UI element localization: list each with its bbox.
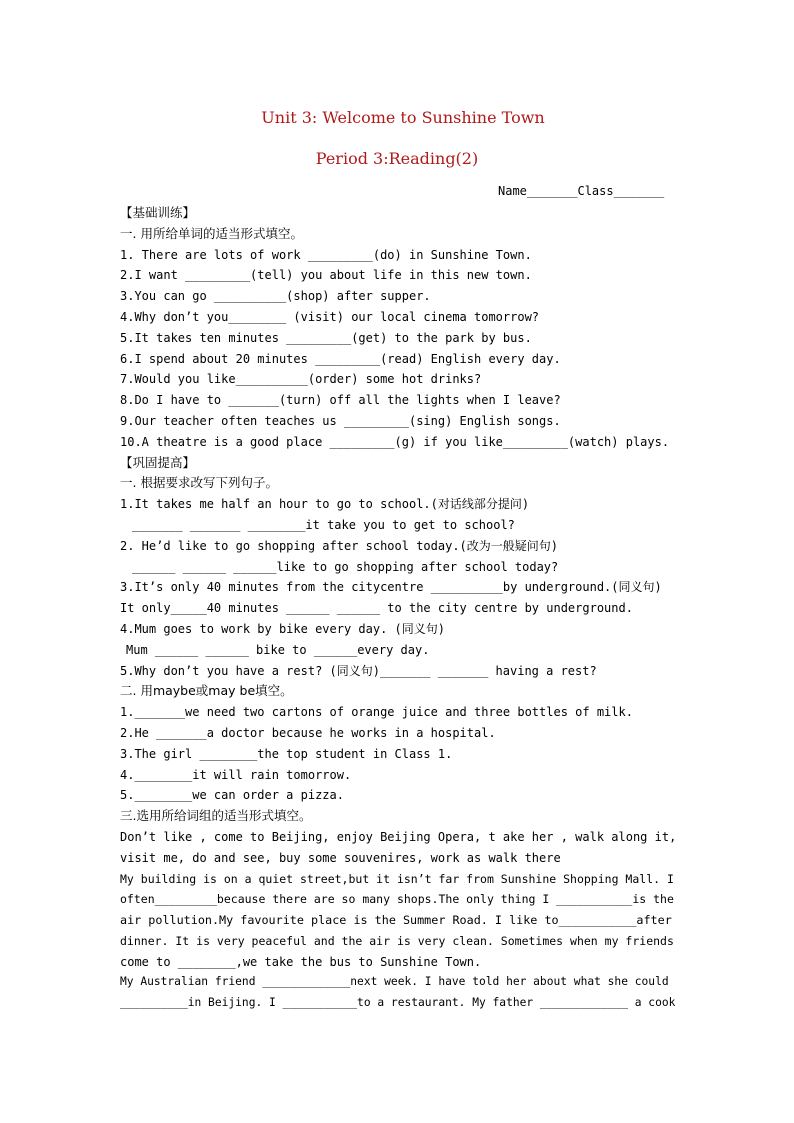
- exercise-line: 8.Do I have to _______(turn) off all the lights when I leave?: [120, 393, 561, 408]
- section-heading: 【巩固提高】: [120, 454, 196, 470]
- exercise-line: air pollution.My favourite place is the Summer Road. I like to___________after: [120, 913, 672, 928]
- exercise-line: come to ________,we take the bus to Sunshine Town.: [120, 954, 482, 969]
- exercise-line: 3.You can go __________(shop) after supper.: [120, 289, 431, 304]
- exercise-line: My Australian friend _____________next week. I have told her about what she could: [120, 975, 669, 989]
- section-heading: 【基础训练】: [120, 205, 196, 220]
- exercise-line: ______ ______ ______like to go shopping after school today?: [132, 559, 559, 574]
- exercise-line: 1.It takes me half an hour to go to school.(对话线部分提问): [120, 497, 530, 512]
- exercise-line: 2.I want _________(tell) you about life in this new town.: [120, 268, 532, 283]
- exercise-line: often_________because there are so many shops.The only thing I ___________is the: [120, 892, 674, 907]
- exercise-line: 7.Would you like__________(order) some hot drinks?: [120, 372, 482, 387]
- exercise-line: 4.________it will rain tomorrow.: [120, 767, 352, 782]
- section-heading: 三.选用所给词组的适当形式填空。: [120, 808, 312, 824]
- section-heading: 二. 用maybe或may be填空。: [120, 683, 293, 699]
- page-title: Unit 3: Welcome to Sunshine Town: [261, 108, 545, 127]
- worksheet-content: [120, 203, 676, 1014]
- section-heading: 一. 用所给单词的适当形式填空。: [120, 225, 303, 241]
- exercise-line: 4.Mum goes to work by bike every day. (同义句): [120, 621, 445, 636]
- exercise-line: 5.Why don’t you have a rest? (同义句)_______ _______ having a rest?: [120, 663, 597, 678]
- exercise-line: 9.Our teacher often teaches us _________(sing) English songs.: [120, 413, 561, 428]
- exercise-line: Mum ______ ______ bike to ______every day.: [126, 642, 430, 657]
- exercise-line: __________in Beijing. I ___________to a restaurant. My father _____________ a cook: [120, 996, 676, 1010]
- exercise-line: 1. There are lots of work _________(do) in Sunshine Town.: [120, 247, 532, 262]
- name-class-field: Name_______Class_______: [498, 184, 665, 198]
- exercise-line: It only_____40 minutes ______ ______ to the city centre by underground.: [120, 601, 633, 616]
- exercise-line: 5.It takes ten minutes _________(get) to the park by bus.: [120, 330, 532, 345]
- exercise-line: 6.I spend about 20 minutes _________(read) English every day.: [120, 351, 561, 366]
- exercise-line: 10.A theatre is a good place _________(g) if you like_________(watch) plays.: [120, 434, 670, 449]
- exercise-line: visit me, do and see, buy some souvenires, work as walk there: [120, 850, 561, 865]
- exercise-line: 4.Why don’t you________ (visit) our local cinema tomorrow?: [120, 309, 540, 324]
- exercise-line: _______ _______ ________it take you to get to school?: [132, 517, 515, 532]
- exercise-line: 3.It’s only 40 minutes from the citycentre __________by underground.(同义句): [120, 580, 662, 595]
- exercise-line: 5.________we can order a pizza.: [120, 788, 344, 803]
- section-heading: 一. 根据要求改写下列句子。: [120, 475, 278, 491]
- exercise-line: My building is on a quiet street,but it isn’t far from Sunshine Shopping Mall. I: [120, 871, 674, 886]
- exercise-line: 3.The girl ________the top student in Class 1.: [120, 746, 453, 761]
- exercise-line: 2.He _______a doctor because he works in a hospital.: [120, 725, 496, 740]
- page-subtitle: Period 3:Reading(2): [315, 149, 479, 168]
- exercise-line: dinner. It is very peaceful and the air is very clean. Sometimes when my friends: [120, 933, 674, 948]
- exercise-line: Don’t like , come to Beijing, enjoy Beijing Opera, t ake her , walk along it,: [120, 829, 676, 844]
- exercise-line: 1._______we need two cartons of orange juice and three bottles of milk.: [120, 705, 633, 720]
- exercise-line: 2. He’d like to go shopping after school today.(改为一般疑问句): [120, 538, 559, 553]
